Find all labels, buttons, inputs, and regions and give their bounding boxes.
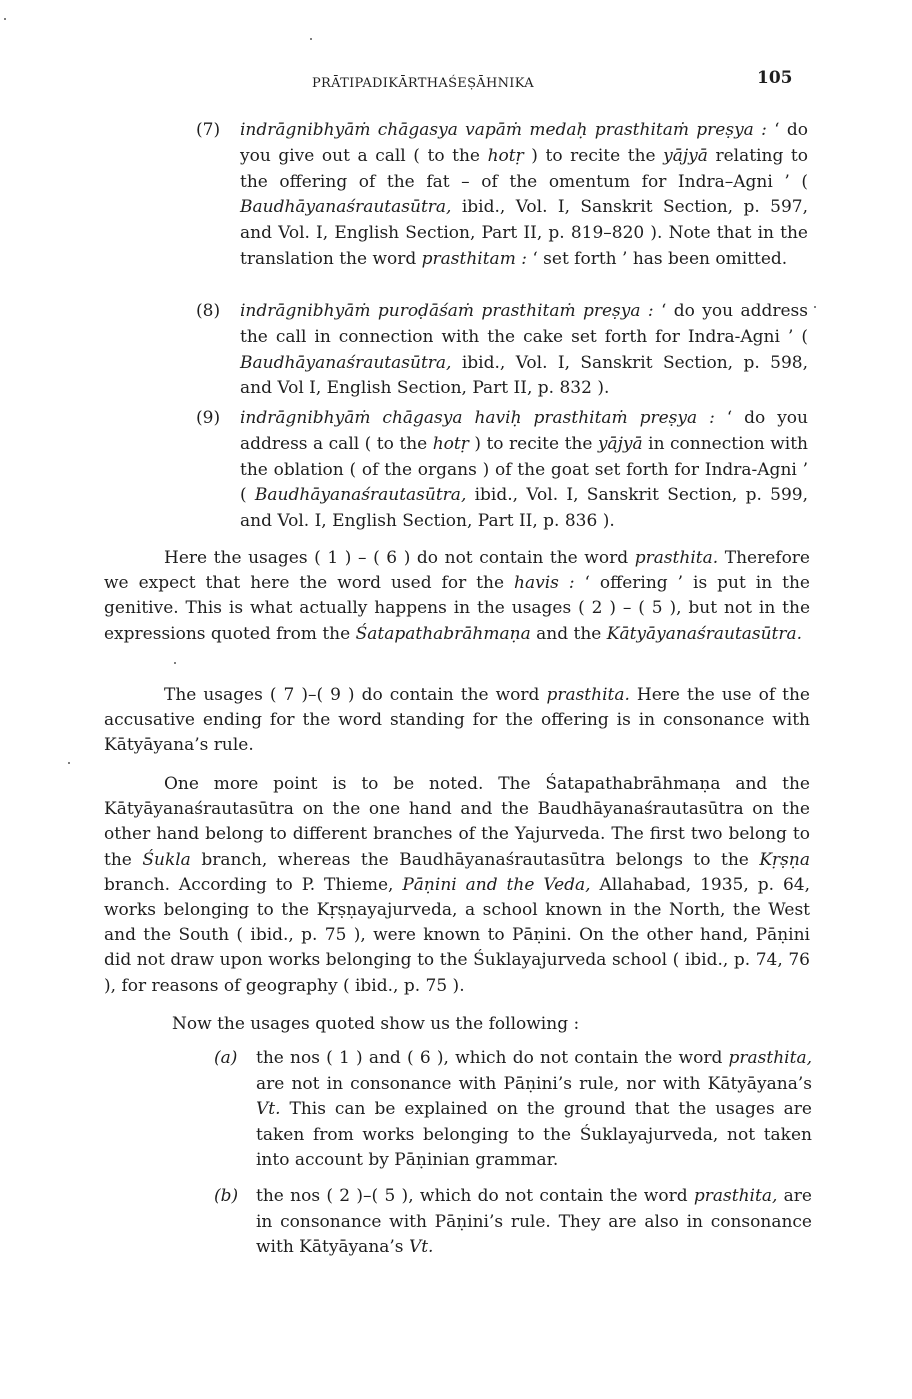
paragraph: One more point is to be noted. The Śatapathabrāhmaṇa and the Kātyāyanaśrautasūtra on the one hand and the Baudhāyanaśrautasūtra on the other hand belong to different branches of the Yajurveda. The first two belong to the Śukla branch, whereas the Baudhāyanaśrautasūtra belongs to the Kṛṣṇa branch. According to P. Thieme, Pāṇini and the Veda, Allahabad, 1935, p. 64, works belonging to the Kṛṣṇayajurveda, a school known in the North, the West and the South ( ibid., p. 75 ), were known to Pāṇini. On the other hand, Pāṇini did not draw upon works belonging to the Śuklayajurveda school ( ibid., p. 74, 76 ), for reasons of geography ( ibid., p. 75 ).	[104, 774, 810, 996]
page-number: 105	[757, 68, 793, 88]
item-text: the nos ( 1 ) and ( 6 ), which do not contain the word prasthita, are not in consonance with Pāṇini’s rule, nor with Kātyāyana’s Vt. This can be explained on the ground that the usages are taken from works belonging to the Śuklayajurveda, not taken into account by Pāṇinian grammar.	[256, 1048, 812, 1171]
item-number: (8)	[196, 301, 221, 321]
source-title: Baudhāyanaśrautasūtra,	[240, 352, 452, 373]
list-item	[196, 118, 808, 273]
lead-in-text: Now the usages quoted show us the following :	[172, 1014, 580, 1034]
list-item	[214, 1184, 812, 1261]
scan-speck	[310, 38, 312, 40]
sanskrit-quote: indrāgnibhyāṁ puroḍāśaṁ prasthitaṁ preṣya :	[240, 301, 654, 321]
item-text: indrāgnibhyāṁ chāgasya vapāṁ medaḥ prasthitaṁ preṣya : ‘ do you give out a call ( to the hotṛ ) to recite the yājyā relating to the offering of the fat – of the omentum for Indra–Agni ’ ( Baudhāyanaśrautasūtra, ibid., Vol. I, Sanskrit Section, p. 597, and Vol. I, English Section, Part II, p. 819–820 ). Note that in the translation the word prasthitam : ‘ set forth ’ has been omitted.	[240, 120, 808, 269]
running-title: PRĀTIPADIKĀRTHAŚEṢĀHNIKA	[312, 76, 534, 91]
item-text: the nos ( 2 )–( 5 ), which do not contain the word prasthita, are in consonance with Pāṇini’s rule. They are also in consonance with Kātyāyana’s Vt.	[256, 1186, 812, 1258]
source-title: Baudhāyanaśrautasūtra,	[254, 485, 467, 506]
list-item	[196, 299, 808, 402]
scan-speck	[4, 18, 6, 20]
scan-speck	[174, 662, 176, 664]
paragraph: The usages ( 7 )–( 9 ) do contain the word prasthita. Here the use of the accusative ending for the word standing for the offering is in consonance with Kātyāyana’s rule.	[104, 685, 810, 756]
item-letter: (b)	[214, 1186, 239, 1206]
paragraph: Here the usages ( 1 ) – ( 6 ) do not contain the word prasthita. Therefore we expect that here the word used for the havis : ‘ offering ’ is put in the genitive. This is what actually happens in the usages ( 2 ) – ( 5 ), but not in the expressions quoted from the Śatapathabrāhmaṇa and the Kātyāyanaśrautasūtra.	[104, 548, 810, 644]
item-letter: (a)	[214, 1048, 238, 1068]
sanskrit-quote: indrāgnibhyāṁ chāgasya haviḥ prasthitaṁ preṣya :	[240, 408, 715, 428]
list-item	[196, 406, 808, 535]
scan-speck	[68, 762, 70, 764]
item-number: (7)	[196, 120, 221, 140]
item-text: indrāgnibhyāṁ chāgasya haviḥ prasthitaṁ preṣya : ‘ do you address a call ( to the hotṛ ) to recite the yājyā in connection with the oblation ( of the organs ) of the goat set forth for Indra-Agni ’ ( Baudhāyanaśrautasūtra, ibid., Vol. I, Sanskrit Section, p. 599, and Vol. I, English Section, Part II, p. 836 ).	[240, 408, 808, 532]
list-item	[214, 1046, 812, 1174]
scan-speck	[814, 306, 816, 308]
source-title: Baudhāyanaśrautasūtra,	[240, 197, 452, 218]
item-number: (9)	[196, 408, 221, 428]
item-text: indrāgnibhyāṁ puroḍāśaṁ prasthitaṁ preṣya : ‘ do you address the call in connection with the cake set forth for Indra-Agni ’ ( Baudhāyanaśrautasūtra, ibid., Vol. I, Sanskrit Section, p. 598, and Vol I, English Section, Part II, p. 832 ).	[240, 301, 808, 399]
sanskrit-quote: indrāgnibhyāṁ chāgasya vapāṁ medaḥ prasthitaṁ preṣya :	[240, 120, 767, 140]
